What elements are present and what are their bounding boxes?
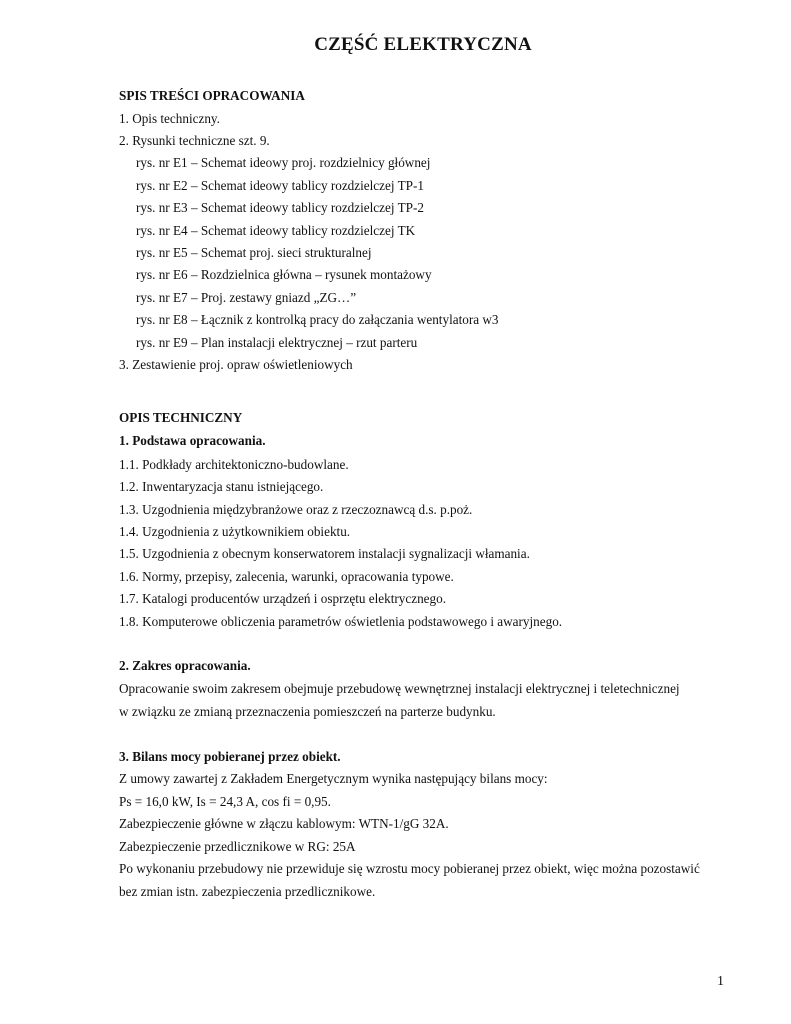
list-item: 1.5. Uzgodnienia z obecnym konserwatorem instalacji sygnalizacji włamania.	[119, 546, 530, 561]
toc-item: 2. Rysunki techniczne szt. 9.	[119, 133, 270, 148]
document-title: CZĘŚĆ ELEKTRYCZNA	[314, 34, 532, 55]
list-item: 1.4. Uzgodnienia z użytkownikiem obiektu.	[119, 524, 351, 539]
toc-drawing-item: rys. nr E5 – Schemat proj. sieci strukturalnej	[136, 245, 372, 260]
toc-drawing-item: rys. nr E3 – Schemat ideowy tablicy rozdzielczej TP-2	[136, 200, 424, 215]
toc-item: 3. Zestawienie proj. opraw oświetleniowych	[119, 357, 353, 372]
list-item: 1.8. Komputerowe obliczenia parametrów oświetlenia podstawowego i awaryjnego.	[119, 614, 563, 629]
paragraph-line: Ps = 16,0 kW, Is = 24,3 A, cos fi = 0,95.	[119, 794, 331, 809]
page-number: 1	[717, 974, 724, 989]
toc-drawing-item: rys. nr E4 – Schemat ideowy tablicy rozdzielczej TK	[136, 223, 416, 238]
list-item: 1.1. Podkłady architektoniczno-budowlane.	[119, 457, 349, 472]
toc-drawing-item: rys. nr E2 – Schemat ideowy tablicy rozdzielczej TP-1	[136, 178, 424, 193]
toc-drawing-item: rys. nr E6 – Rozdzielnica główna – rysunek montażowy	[136, 267, 432, 282]
toc-drawing-item: rys. nr E1 – Schemat ideowy proj. rozdzielnicy głównej	[136, 155, 431, 170]
paragraph-line: w związku ze zmianą przeznaczenia pomieszczeń na parterze budynku.	[119, 704, 496, 719]
subsection-heading: 1. Podstawa opracowania.	[119, 433, 266, 448]
paragraph-line: Zabezpieczenie przedlicznikowe w RG: 25A	[119, 839, 356, 854]
list-item: 1.3. Uzgodnienia międzybranżowe oraz z rzeczoznawcą d.s. p.poż.	[119, 502, 473, 517]
list-item: 1.2. Inwentaryzacja stanu istniejącego.	[119, 479, 324, 494]
list-item: 1.6. Normy, przepisy, zalecenia, warunki, opracowania typowe.	[119, 569, 454, 584]
subsection-heading: 2. Zakres opracowania.	[119, 658, 251, 673]
paragraph-line: Po wykonaniu przebudowy nie przewiduje się wzrostu mocy pobieranej przez obiekt, więc można pozostawić	[119, 861, 700, 876]
toc-heading: SPIS TREŚCI OPRACOWANIA	[119, 88, 305, 103]
paragraph-line: Opracowanie swoim zakresem obejmuje przebudowę wewnętrznej instalacji elektrycznej i teletechnicznej	[119, 681, 680, 696]
paragraph-line: Zabezpieczenie główne w złączu kablowym: WTN-1/gG 32A.	[119, 816, 449, 831]
toc-item: 1. Opis techniczny.	[119, 111, 220, 126]
paragraph-line: bez zmian istn. zabezpieczenia przedlicznikowe.	[119, 884, 376, 899]
list-item: 1.7. Katalogi producentów urządzeń i osprzętu elektrycznego.	[119, 591, 446, 606]
subsection-heading: 3. Bilans mocy pobieranej przez obiekt.	[119, 749, 341, 764]
paragraph-line: Z umowy zawartej z Zakładem Energetycznym wynika następujący bilans mocy:	[119, 771, 548, 786]
toc-drawing-item: rys. nr E9 – Plan instalacji elektrycznej – rzut parteru	[136, 335, 418, 350]
section-heading: OPIS TECHNICZNY	[119, 410, 243, 425]
toc-drawing-item: rys. nr E8 – Łącznik z kontrolką pracy do załączania wentylatora w3	[136, 312, 499, 327]
toc-drawing-item: rys. nr E7 – Proj. zestawy gniazd „ZG…”	[136, 290, 357, 305]
